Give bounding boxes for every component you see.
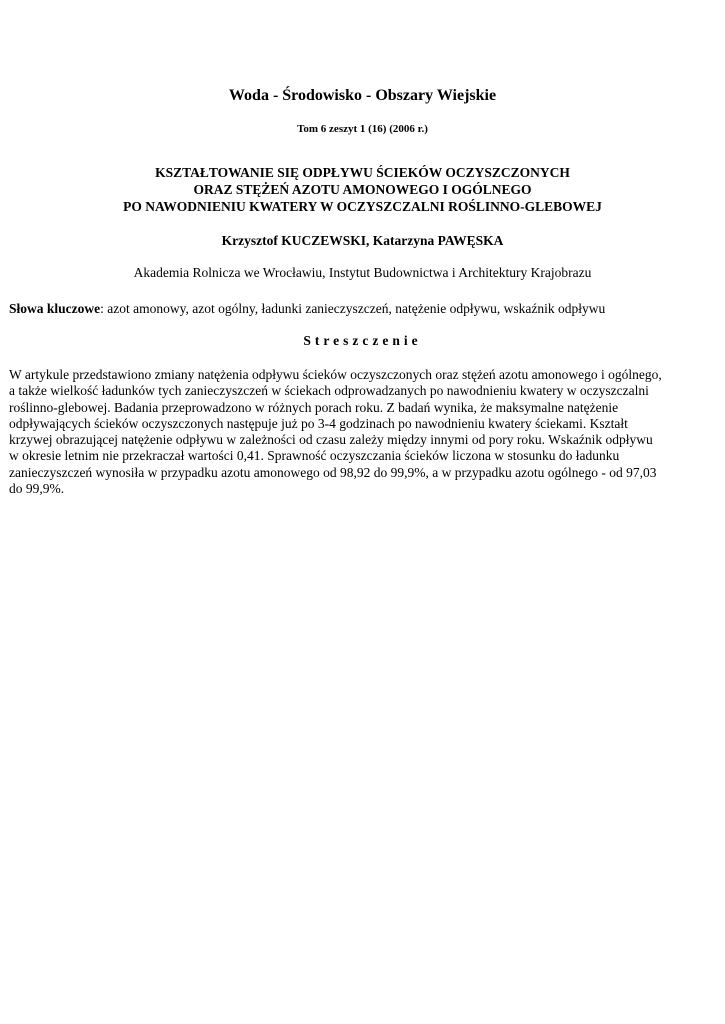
abstract-line: krzywej obrazującej natężenie odpływu w zależności od czasu zależy między innymi od pory roku. Wskaźnik odpływu [9, 432, 653, 448]
keywords-text: : azot amonowy, azot ogólny, ładunki zanieczyszczeń, natężenie odpływu, wskaźnik odpływu [100, 301, 606, 316]
article-affiliation: Akademia Rolnicza we Wrocławiu, Instytut Budownictwa i Architektury Krajobrazu [133, 265, 592, 280]
keywords-label: Słowa kluczowe [9, 301, 101, 316]
abstract-line: odpływających ścieków oczyszczonych następuje już po 3-4 godzinach po nawodnieniu kwatery ściekami. Kształt [9, 415, 628, 431]
article-title-line: KSZTAŁTOWANIE SIĘ ODPŁYWU ŚCIEKÓW OCZYSZCZONYCH [155, 165, 570, 180]
article-title-line: ORAZ STĘŻEŃ AZOTU AMONOWEGO I OGÓLNEGO [193, 182, 532, 197]
article-title [0, 164, 725, 215]
abstract-line: W artykule przedstawiono zmiany natężenia odpływu ścieków oczyszczonych oraz stężeń azotu amonowego i ogólnego, [9, 367, 662, 382]
abstract-heading: Streszczenie [303, 333, 422, 348]
abstract-line: roślinno-glebowej. Badania przeprowadzono w różnych porach roku. Z badań wynika, że maksymalne natężenie [9, 399, 619, 415]
article-title-line: PO NAWODNIENIU KWATERY W OCZYSZCZALNI ROŚLINNO-GLEBOWEJ [123, 199, 602, 214]
article-authors: Krzysztof KUCZEWSKI, Katarzyna PAWĘSKA [221, 233, 504, 248]
abstract-body [9, 367, 721, 497]
abstract-line: do 99,9%. [9, 481, 65, 497]
journal-title: Woda - Środowisko - Obszary Wiejskie [228, 87, 497, 104]
abstract-line: zanieczyszczeń wynosiła w przypadku azotu amonowego od 98,92 do 99,9%, a w przypadku azotu ogólnego - od 97,03 [9, 464, 657, 480]
keywords [9, 300, 719, 317]
abstract-line: w okresie letnim nie przekraczał wartości 0,41. Sprawność oczyszczania ścieków liczona w stosunku do ładunku [9, 448, 620, 464]
abstract-line: a także wielkość ładunków tych zanieczyszczeń w ściekach odprowadzanych po nawodnieniu kwatery w oczyszczalni [9, 383, 649, 399]
journal-volume: Tom 6 zeszyt 1 (16) (2006 r.) [297, 123, 428, 135]
